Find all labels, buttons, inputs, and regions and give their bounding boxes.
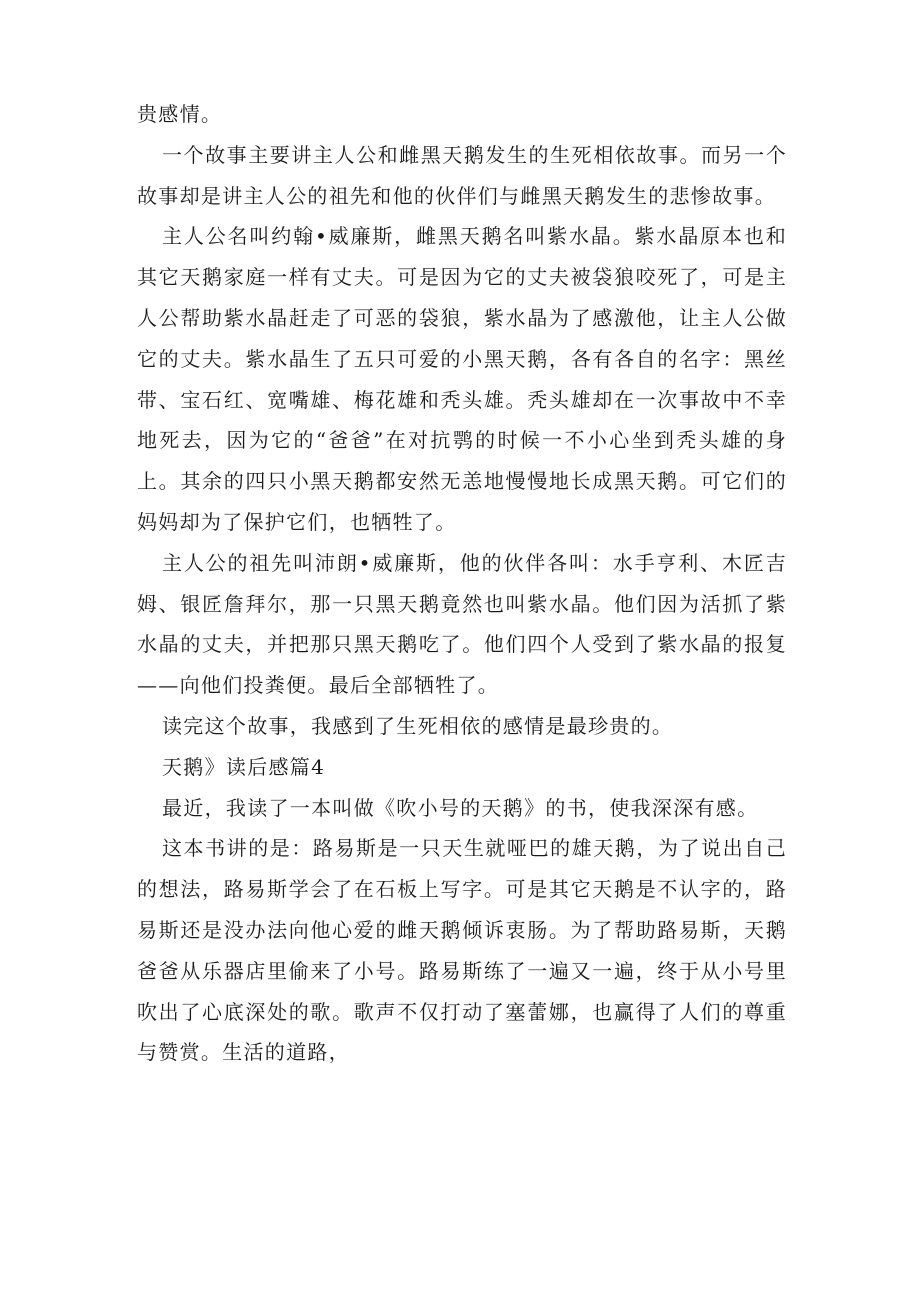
paragraph-1: 贵感情。 xyxy=(137,102,223,126)
document-body xyxy=(137,94,787,1073)
paragraph-5: 读完这个故事，我感到了生死相依的感情是最珍贵的。 xyxy=(162,713,674,738)
paragraph-6: 最近，我读了一本叫做《吹小号的天鹅》的书，使我深深有感。 xyxy=(162,795,759,820)
paragraph-7: 这本书讲的是：路易斯是一只天生就哑巴的雄天鹅，为了说出自己的想法，路易斯学会了在石板上写字。可是其它天鹅是不认字的，路易斯还是没办法向他心爱的雌天鹅倾诉衷肠。为了帮助路易斯，天鹅爸爸从乐器店里偷来了小号。路易斯练了一遍又一遍，终于从小号里吹出了心底深处的歌。歌声不仅打动了塞蕾娜，也赢得了人们的尊重与赞赏。生活的道路， xyxy=(137,836,787,1065)
section-heading: 天鹅》读后感篇4 xyxy=(162,754,326,779)
paragraph-4: 主人公的祖先叫沛朗•威廉斯，他的伙伴各叫：水手亨利、木匠吉姆、银匠詹拜尔，那一只黑天鹅竟然也叫紫水晶。他们因为活抓了紫水晶的丈夫，并把那只黑天鹅吃了。他们四个人受到了紫水晶的报复——向他们投粪便。最后全部牺牲了。 xyxy=(137,550,787,698)
paragraph-2: 一个故事主要讲主人公和雌黑天鹅发生的生死相依故事。而另一个故事却是讲主人公的祖先和他的伙伴们与雌黑天鹅发生的悲惨故事。 xyxy=(137,142,787,208)
paragraph-3: 主人公名叫约翰•威廉斯，雌黑天鹅名叫紫水晶。紫水晶原本也和其它天鹅家庭一样有丈夫。可是因为它的丈夫被袋狼咬死了，可是主人公帮助紫水晶赶走了可恶的袋狼，紫水晶为了感激他，让主人公做它的丈夫。紫水晶生了五只可爱的小黑天鹅，各有各自的名字：黑丝带、宝石红、宽嘴雄、梅花雄和秃头雄。秃头雄却在一次事故中不幸地死去，因为它的“爸爸”在对抗鹗的时候一不小心坐到秃头雄的身上。其余的四只小黑天鹅都安然无恙地慢慢地长成黑天鹅。可它们的妈妈却为了保护它们，也牺牲了。 xyxy=(137,224,787,534)
